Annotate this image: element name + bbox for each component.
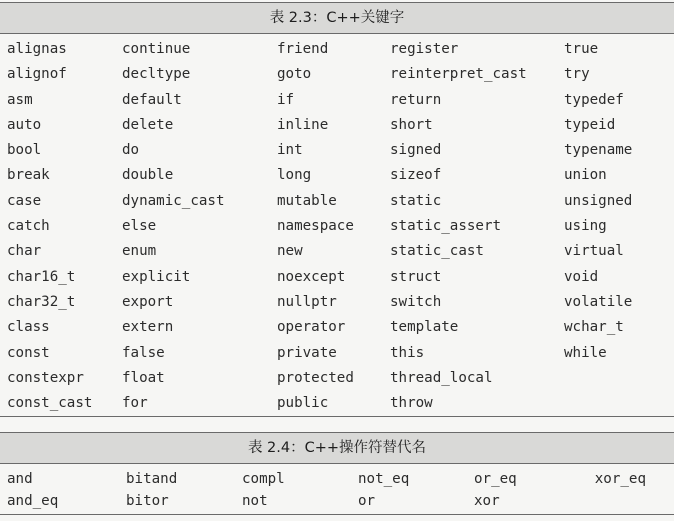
keyword-cell: asm (7, 91, 33, 108)
keyword-cell: default (122, 91, 182, 108)
keyword-cell: alignof (7, 66, 67, 83)
keyword-cell: return (390, 91, 442, 108)
keyword-cell: char16_t (7, 268, 76, 285)
keyword-cell: const (7, 344, 50, 361)
operator-alt-cell: compl (242, 471, 285, 487)
operator-alt-cell: or_eq (474, 471, 517, 487)
operator-alt-cell: and (7, 471, 33, 487)
keyword-cell: decltype (122, 66, 191, 83)
keyword-cell: operator (277, 319, 346, 336)
operator-alternatives-table (0, 432, 674, 515)
keyword-cell: bool (7, 142, 42, 159)
operator-alternatives-grid (0, 464, 674, 514)
operator-alt-cell (580, 490, 674, 512)
keyword-cell: const_cast (7, 395, 93, 412)
operator-alt-cell: or (358, 493, 376, 509)
keyword-cell (555, 366, 674, 391)
keyword-cell: private (277, 344, 337, 361)
operator-alt-cell: bitand (126, 471, 178, 487)
keyword-cell: short (390, 116, 433, 133)
operator-alt-cell: xor (474, 493, 500, 509)
keyword-cell (555, 391, 674, 416)
keywords-table (0, 2, 674, 417)
keywords-grid (0, 34, 674, 416)
keyword-cell: extern (122, 319, 174, 336)
keyword-cell: true (564, 41, 599, 57)
keyword-cell: using (564, 218, 607, 235)
keyword-cell: unsigned (564, 192, 633, 209)
keyword-cell: alignas (7, 41, 67, 57)
keyword-cell: virtual (564, 243, 624, 260)
keyword-cell: int (277, 142, 303, 159)
operator-alt-cell: xor_eq (594, 471, 646, 487)
keyword-cell: signed (390, 142, 442, 159)
keyword-cell: goto (277, 66, 312, 83)
keyword-cell: throw (390, 395, 433, 412)
keyword-cell: continue (122, 41, 191, 57)
keyword-cell: typename (564, 142, 633, 159)
operator-alt-cell: bitor (126, 493, 169, 509)
keyword-cell: protected (277, 369, 354, 386)
keyword-cell: public (277, 395, 329, 412)
keyword-cell: void (564, 268, 599, 285)
keyword-cell: char32_t (7, 293, 76, 310)
keyword-cell: static_assert (390, 218, 502, 235)
keyword-cell: thread_local (390, 369, 493, 386)
keyword-cell: case (7, 192, 42, 209)
keyword-cell: switch (390, 293, 442, 310)
operator-alternatives-table-title: 表 2.4：C++操作符替代名 (0, 433, 674, 464)
keyword-cell: wchar_t (564, 319, 624, 336)
keyword-cell: char (7, 243, 42, 260)
keyword-cell: dynamic_cast (122, 192, 225, 209)
keyword-cell: reinterpret_cast (390, 66, 527, 83)
keyword-cell: static_cast (390, 243, 484, 260)
keyword-cell: break (7, 167, 50, 184)
keyword-cell: template (390, 319, 459, 336)
keyword-cell: sizeof (390, 167, 442, 184)
keyword-cell: long (277, 167, 312, 184)
keyword-cell: namespace (277, 218, 354, 235)
keyword-cell: register (390, 41, 459, 57)
keyword-cell: typedef (564, 91, 624, 108)
operator-alt-cell: and_eq (7, 493, 59, 509)
keyword-cell: struct (390, 268, 442, 285)
keyword-cell: else (122, 218, 157, 235)
operator-alt-cell: not_eq (358, 471, 410, 487)
keyword-cell: this (390, 344, 425, 361)
keyword-cell: try (564, 66, 590, 83)
keyword-cell: friend (277, 41, 329, 57)
keywords-table-title: 表 2.3：C++关键字 (0, 3, 674, 34)
keyword-cell: false (122, 344, 165, 361)
keyword-cell: auto (7, 116, 42, 133)
keyword-cell: inline (277, 116, 329, 133)
keyword-cell: mutable (277, 192, 337, 209)
keyword-cell: for (122, 395, 148, 412)
operator-alt-cell: not (242, 493, 268, 509)
keyword-cell: catch (7, 218, 50, 235)
keyword-cell: float (122, 369, 165, 386)
keyword-cell: volatile (564, 293, 633, 310)
keyword-cell: explicit (122, 268, 191, 285)
keyword-cell: nullptr (277, 293, 337, 310)
keyword-cell: static (390, 192, 442, 209)
keyword-cell: enum (122, 243, 157, 260)
keyword-cell: new (277, 243, 303, 260)
keyword-cell: while (564, 344, 607, 361)
keyword-cell: constexpr (7, 369, 84, 386)
keyword-cell: union (564, 167, 607, 184)
keyword-cell: delete (122, 116, 174, 133)
keyword-cell: export (122, 293, 174, 310)
keyword-cell: class (7, 319, 50, 336)
keyword-cell: typeid (564, 116, 616, 133)
keyword-cell: if (277, 91, 295, 108)
keyword-cell: do (122, 142, 140, 159)
keyword-cell: noexcept (277, 268, 346, 285)
keyword-cell: double (122, 167, 174, 184)
